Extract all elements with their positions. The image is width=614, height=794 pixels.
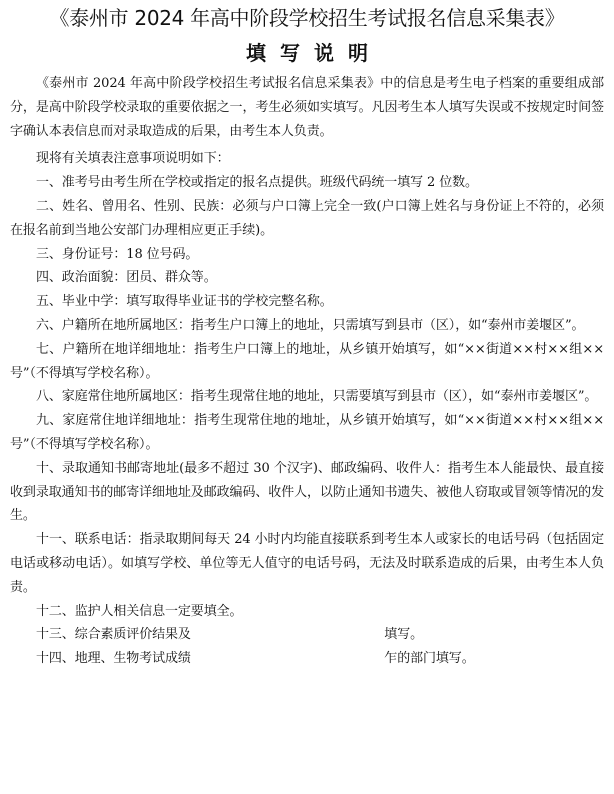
item-06-household-region: 六、户籍所在地所属地区：指考生户口簿上的地址，只需填写到县市（区），如“泰州市姜堰区”。	[36, 317, 585, 333]
item-10-mailing-address: 十、录取通知书邮寄地址(最多不超过 30 个汉字)、邮政编码、收件人：指考生本人能最快、最直接收到录取通知书的邮寄详细地址及邮政编码、收件人，以防止通知书遗失、被他人窃取或冒领等情况的发生。	[10, 460, 604, 524]
item-05-graduation-school: 五、毕业中学：填写取得毕业证书的学校完整名称。	[36, 294, 333, 310]
item-07-household-address: 七、户籍所在地详细地址：指考生户口簿上的地址，从乡镇开始填写，如“××街道××村××组××号”（不得填写学校名称）。	[10, 341, 604, 381]
item-01-exam-number: 一、准考号由考生所在学校或指定的报名点提供。班级代码统一填写 2 位数。	[36, 175, 478, 191]
notes-lead-in: 现将有关填表注意事项说明如下：	[36, 151, 230, 167]
intro-paragraph: 《泰州市 2024 年高中阶段学校招生考试报名信息采集表》中的信息是考生电子档案的重要组成部分，是高中阶段学校录取的重要依据之一，考生必须如实填写。凡因考生本人填写失误或不按规定时间签字确认本表信息而对录取造成的后果，由考生本人负责。	[10, 76, 604, 139]
item-13-evaluation-results: 十三、综合素质评价结果及 填写。	[36, 627, 424, 643]
item-03-id-number: 三、身份证号：18 位号码。	[36, 246, 199, 262]
item-12-guardian-info: 十二、监护人相关信息一定要填全。	[36, 603, 243, 619]
document-title: 《泰州市 2024 年高中阶段学校招生考试报名信息采集表》	[49, 6, 565, 30]
item-02-name-gender-ethnicity: 二、姓名、曾用名、性别、民族：必须与户口簿上完全一致(户口簿上姓名与身份证上不符的，必须在报名前到当地公安部门办理相应更正手续)。	[10, 198, 604, 238]
document-subtitle: 填写说明	[246, 41, 382, 65]
item-04-political-status: 四、政治面貌：团员、群众等。	[36, 270, 217, 286]
item-08-residence-region: 八、家庭常住地所属地区：指考生现常住地的地址，只需要填写到县市（区），如“泰州市姜堰区”。	[36, 389, 598, 405]
item-09-residence-address: 九、家庭常住地详细地址：指考生现常住地的地址，从乡镇开始填写，如“××街道××村××组××号”（不得填写学校名称）。	[10, 413, 604, 452]
item-11-contact-phone: 十一、联系电话：指录取期间每天 24 小时内均能直接联系到考生本人或家长的电话号码（包括固定电话或移动电话）。如填写学校、单位等无人值守的电话号码，无法及时联系造成的后果，由考生本人负责。	[10, 532, 604, 595]
item-14-geo-bio-scores: 十四、地理、生物考试成绩 乍的部门填写。	[36, 651, 475, 667]
